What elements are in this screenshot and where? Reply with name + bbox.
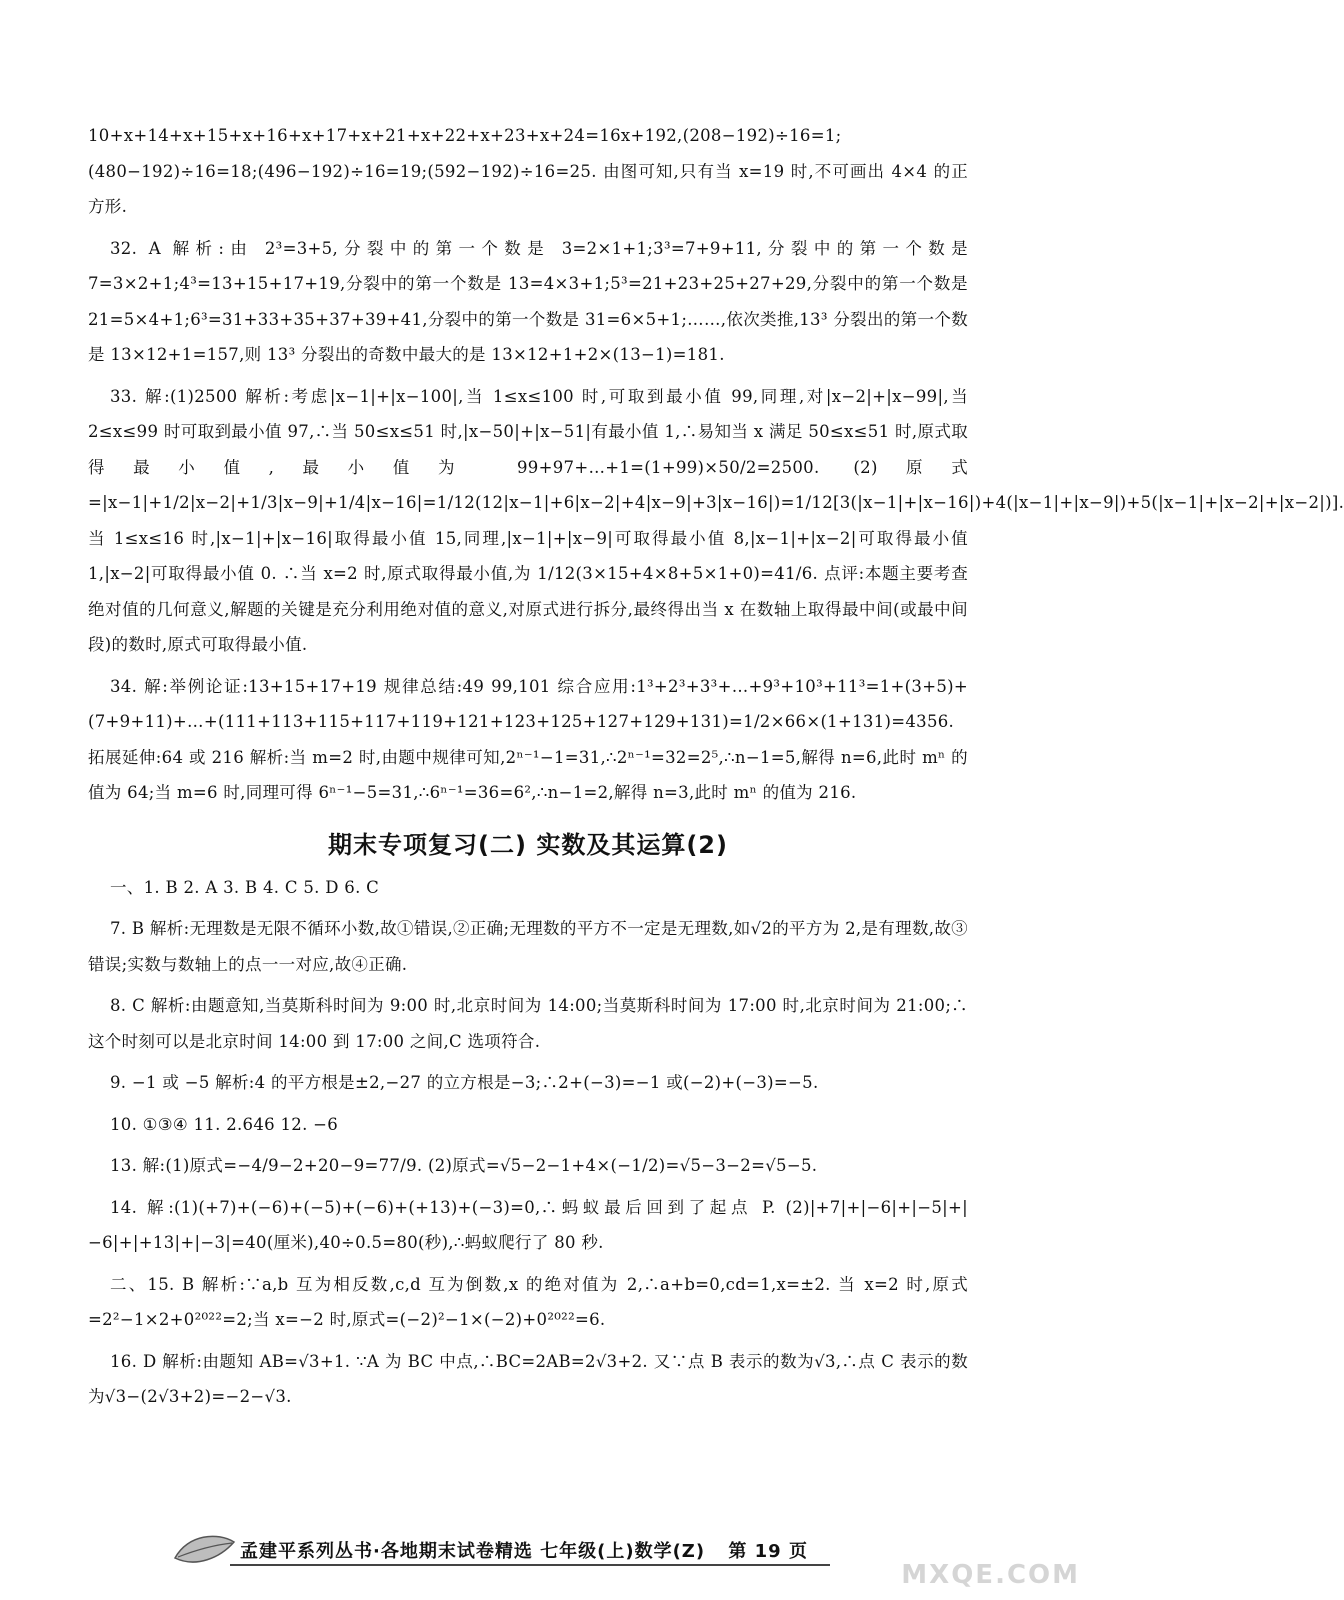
- footer-series: 孟建平系列丛书·各地期末试卷精选: [240, 1541, 533, 1562]
- paragraph-q7: 7. B 解析:无理数是无限不循环小数,故①错误,②正确;无理数的平方不一定是无理数,如√2的平方为 2,是有理数,故③错误;实数与数轴上的点一一对应,故④正确.: [88, 919, 968, 974]
- answer-content: [88, 118, 1344, 1421]
- paragraph-q33: 33. 解:(1)2500 解析:考虑|x−1|+|x−100|,当 1≤x≤100 时,可取到最小值 99,同理,对|x−2|+|x−99|,当 2≤x≤99 时可取到最小值 97,∴当 50≤x≤51 时,|x−50|+|x−51|有最小值 1,∴易知当 x 满足 50≤x≤51 时,原式取得最小值,最小值为 99+97+…+1=(1+99)×50/2=2500. (2)原式=|x−1|+1/2|x−2|+1/3|x−9|+1/4|x−16|=1/12(12|x−1|+6|x−2|+4|x−9|+3|x−16|)=1/12[3(|x−1|+|x−16|)+4(|x−1|+|x−9|)+5(|x−1|+|x−2|+|x−2|)]. 当 1≤x≤16 时,|x−1|+|x−16|取得最小值 15,同理,|x−1|+|x−9|可取得最小值 8,|x−1|+|x−2|可取得最小值 1,|x−2|可取得最小值 0. ∴当 x=2 时,原式取得最小值,为 1/12(3×15+4×8+5×1+0)=41/6. 点评:本题主要考查绝对值的几何意义,解题的关键是充分利用绝对值的意义,对原式进行拆分,最终得出当 x 在数轴上取得最中间(或最中间段)的数时,原式可取得最小值.: [88, 386, 1344, 654]
- paragraph-q10-12: 10. ①③④ 11. 2.646 12. −6: [110, 1114, 339, 1134]
- page-number: 第 19 页: [728, 1541, 808, 1562]
- paragraph-q14: 14. 解:(1)(+7)+(−6)+(−5)+(−6)+(+13)+(−3)=0,∴蚂蚁最后回到了起点 P. (2)|+7|+|−6|+|−5|+|−6|+|+13|+|−3|=40(厘米),40÷0.5=80(秒),∴蚂蚁爬行了 80 秒.: [88, 1197, 968, 1252]
- paragraph-answers-1-6: 一、1. B 2. A 3. B 4. C 5. D 6. C: [110, 877, 380, 897]
- watermark: MXQE.COM: [901, 1560, 1080, 1590]
- page-footer: [170, 1528, 870, 1572]
- footer-rule: [230, 1564, 830, 1566]
- footer-grade: 七年级(上)数学(Z): [540, 1541, 706, 1562]
- paragraph-q13: 13. 解:(1)原式=−4/9−2+20−9=77/9. (2)原式=√5−2−1+4×(−1/2)=√5−3−2=√5−5.: [110, 1156, 818, 1175]
- paragraph-q8: 8. C 解析:由题意知,当莫斯科时间为 9:00 时,北京时间为 14:00;当莫斯科时间为 17:00 时,北京时间为 21:00;∴这个时刻可以是北京时间 14:00 到 17:00 之间,C 选项符合.: [88, 996, 968, 1051]
- paragraph-q9: 9. −1 或 −5 解析:4 的平方根是±2,−27 的立方根是−3;∴2+(−3)=−1 或(−2)+(−3)=−5.: [110, 1073, 819, 1092]
- footer-text: [240, 1537, 808, 1563]
- section-title: 期末专项复习(二) 实数及其运算(2): [328, 830, 728, 859]
- paragraph-q16: 16. D 解析:由题知 AB=√3+1. ∵A 为 BC 中点,∴BC=2AB=2√3+2. 又∵点 B 表示的数为√3,∴点 C 表示的数为√3−(2√3+2)=−2−√3.: [88, 1351, 968, 1406]
- paragraph-q31-cont: 10+x+14+x+15+x+16+x+17+x+21+x+22+x+23+x+24=16x+192,(208−192)÷16=1;(480−192)÷16=18;(496−192)÷16=19;(592−192)÷16=25. 由图可知,只有当 x=19 时,不可画出 4×4 的正方形.: [88, 126, 968, 216]
- paragraph-q34: 34. 解:举例论证:13+15+17+19 规律总结:49 99,101 综合应用:1³+2³+3³+…+9³+10³+11³=1+(3+5)+(7+9+11)+…+(111+113+115+117+119+121+123+125+127+129+131)=1/2×66×(1+131)=4356. 拓展延伸:64 或 216 解析:当 m=2 时,由题中规律可知,2ⁿ⁻¹−1=31,∴2ⁿ⁻¹=32=2⁵,∴n−1=5,解得 n=6,此时 mⁿ 的值为 64;当 m=6 时,同理可得 6ⁿ⁻¹−5=31,∴6ⁿ⁻¹=36=6²,∴n−1=2,解得 n=3,此时 mⁿ 的值为 216.: [88, 676, 968, 802]
- paragraph-q15: 二、15. B 解析:∵a,b 互为相反数,c,d 互为倒数,x 的绝对值为 2,∴a+b=0,cd=1,x=±2. 当 x=2 时,原式=2²−1×2+0²⁰²²=2;当 x=−2 时,原式=(−2)²−1×(−2)+0²⁰²²=6.: [88, 1274, 968, 1329]
- paragraph-q32: 32. A 解析:由 2³=3+5,分裂中的第一个数是 3=2×1+1;3³=7+9+11,分裂中的第一个数是 7=3×2+1;4³=13+15+17+19,分裂中的第一个数是 13=4×3+1;5³=21+23+25+27+29,分裂中的第一个数是 21=5×4+1;6³=31+33+35+37+39+41,分裂中的第一个数是 31=6×5+1;……,依次类推,13³ 分裂出的第一个数是 13×12+1=157,则 13³ 分裂出的奇数中最大的是 13×12+1+2×(13−1)=181.: [88, 238, 968, 364]
